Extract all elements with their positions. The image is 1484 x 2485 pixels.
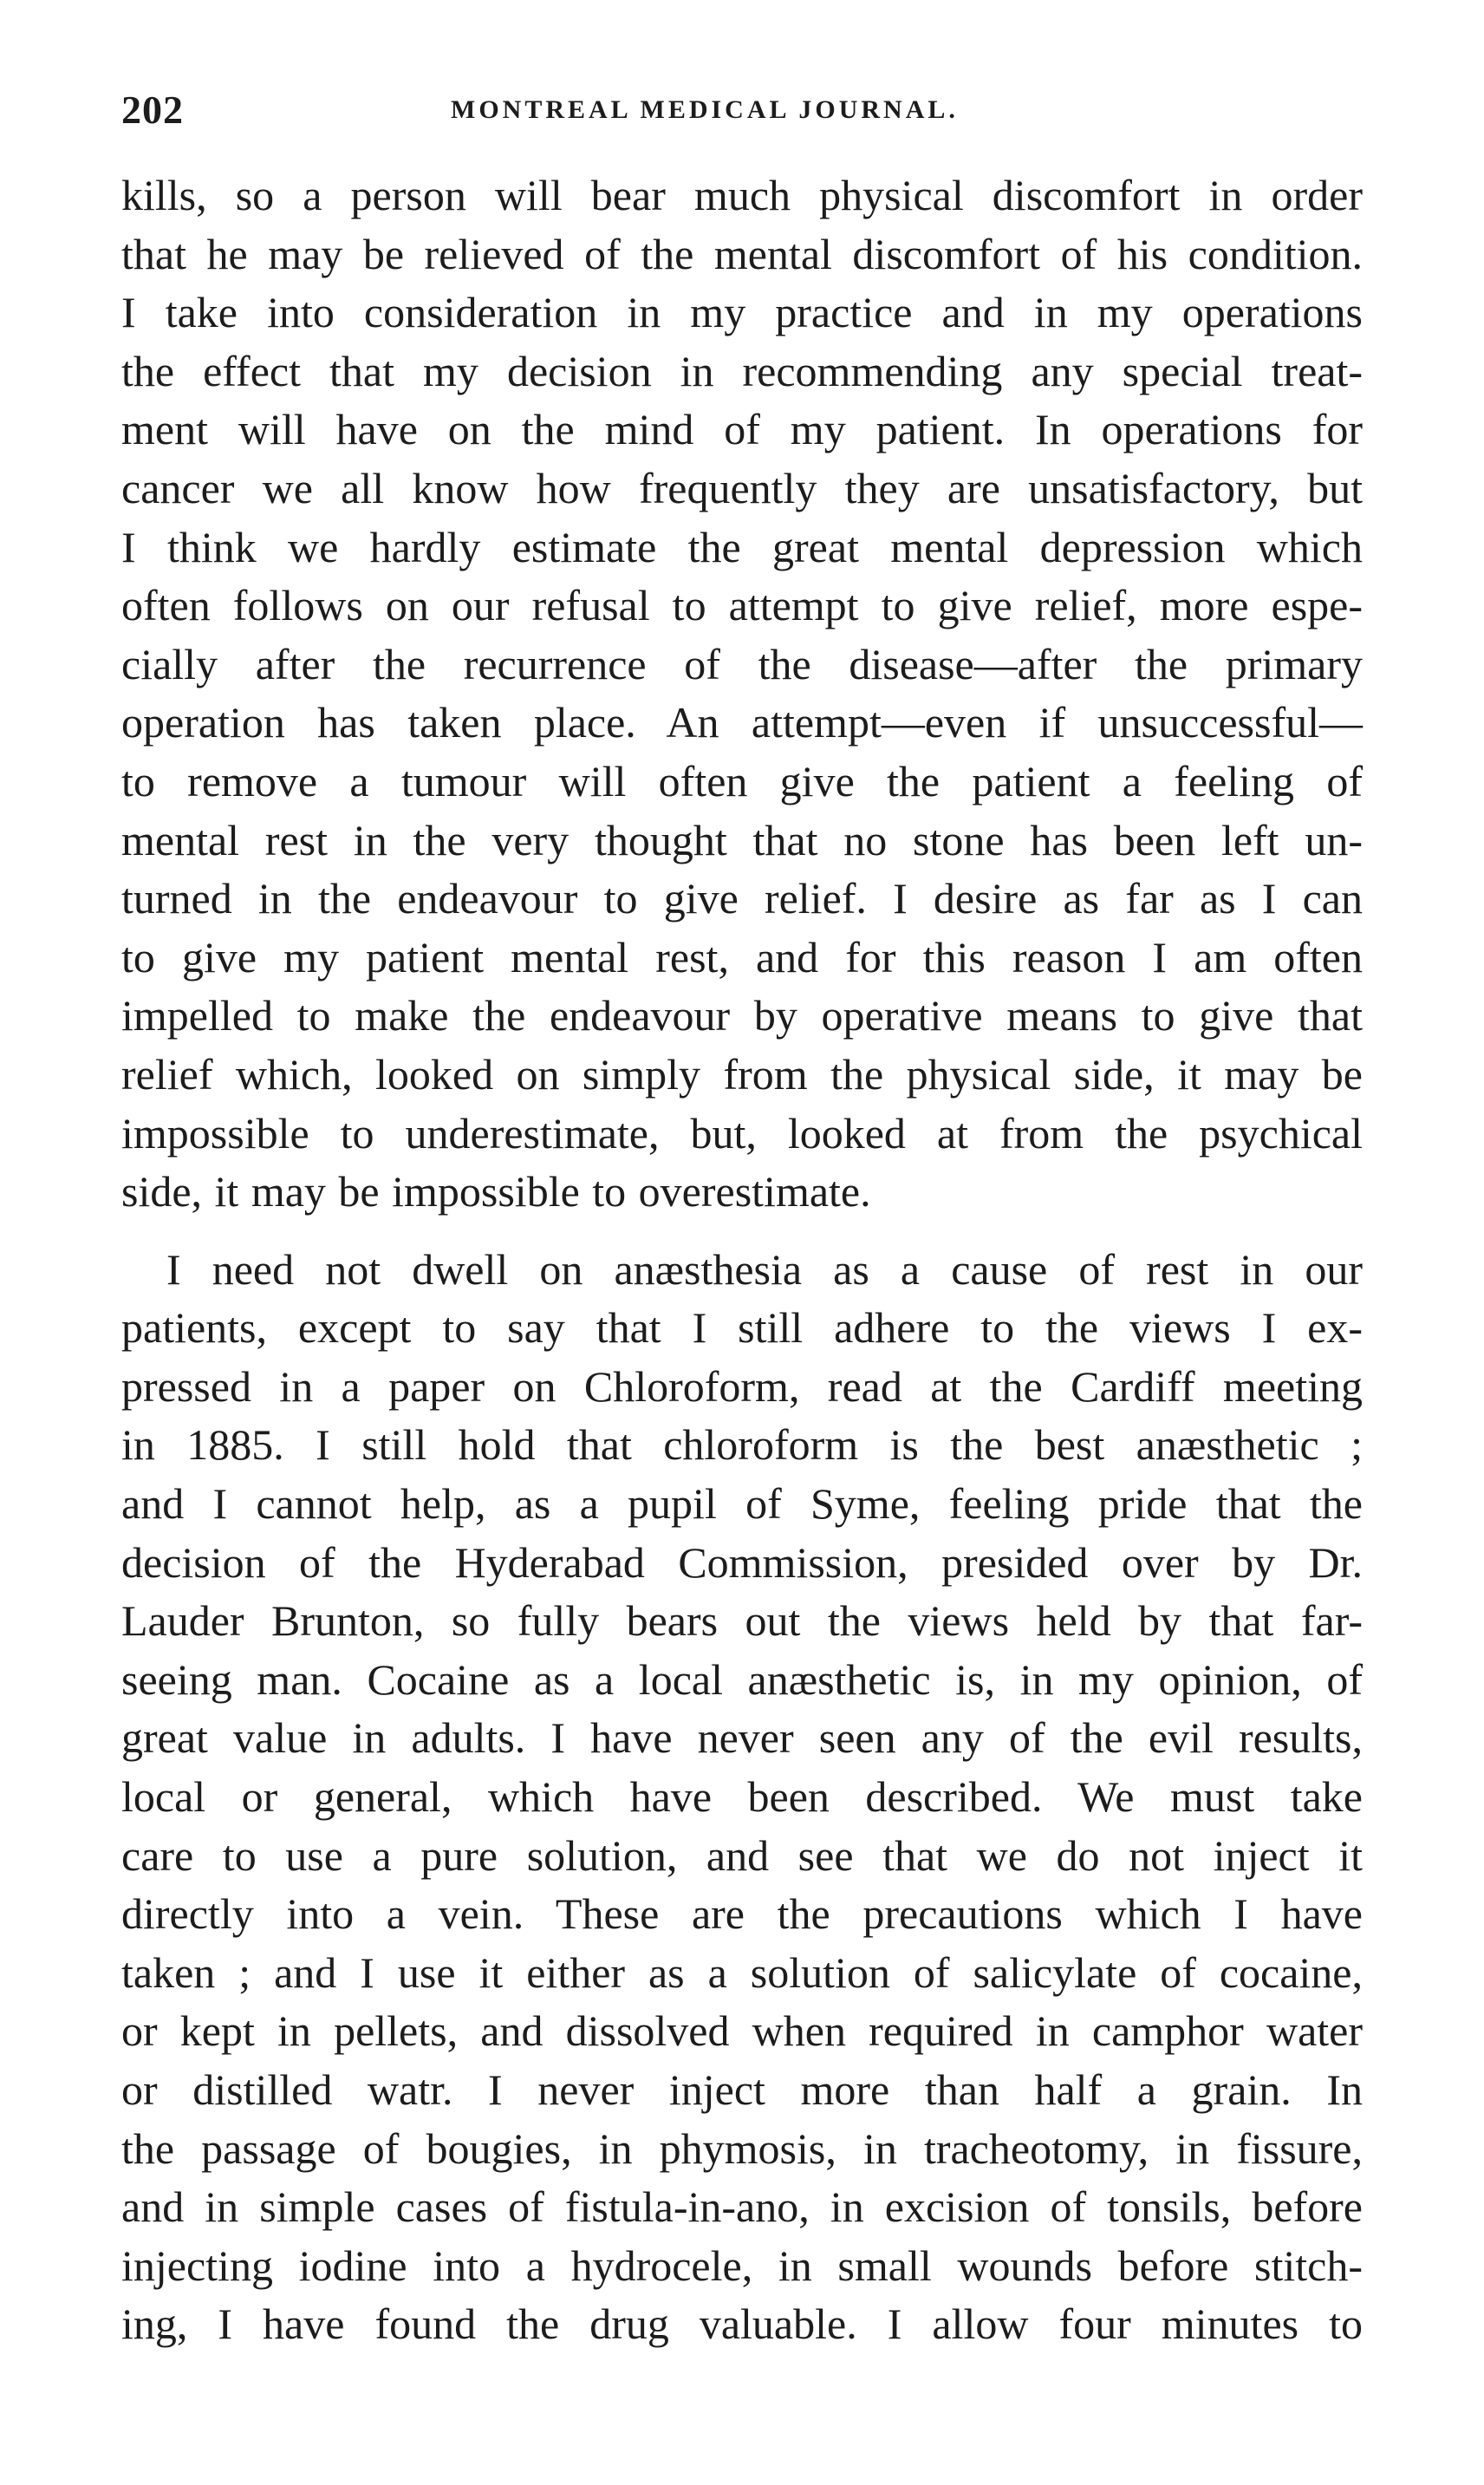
text-line: often follows on our refusal to attempt to give relief, more espe-	[121, 581, 1363, 630]
text-line: operation has taken place. An attempt—even if unsuccessful—	[121, 698, 1363, 747]
text-line: injecting iodine into a hydrocele, in small wounds before stitch-	[121, 2240, 1363, 2290]
text-line: and I cannot help, as a pupil of Syme, feeling pride that the	[121, 1479, 1363, 1529]
text-line: directly into a vein. These are the precautions which I have	[121, 1889, 1363, 1939]
text-line: I need not dwell on anæsthesia as a cause of rest in our	[166, 1244, 1363, 1294]
text-line: Lauder Brunton, so fully bears out the views held by that far-	[121, 1596, 1363, 1646]
text-line: seeing man. Cocaine as a local anæsthetic is, in my opinion, of	[121, 1654, 1363, 1704]
text-line: the effect that my decision in recommending any special treat-	[121, 346, 1363, 395]
text-line: to give my patient mental rest, and for this reason I am often	[121, 932, 1363, 982]
text-line: patients, except to say that I still adhere to the views I ex-	[121, 1303, 1363, 1353]
text-line: cially after the recurrence of the disease—after the primary	[121, 639, 1363, 688]
text-line: to remove a tumour will often give the patient a feeling of	[121, 756, 1363, 806]
text-line: care to use a pure solution, and see that we do not inject it	[121, 1830, 1363, 1880]
text-line: I take into consideration in my practice and in my operations	[121, 288, 1363, 337]
text-line: I think we hardly estimate the great mental depression which	[121, 522, 1363, 571]
running-head	[121, 87, 1363, 147]
paragraph-2	[121, 1241, 1363, 2354]
page-number: 202	[121, 88, 184, 132]
text-line: decision of the Hyderabad Commission, presided over by Dr.	[121, 1537, 1363, 1587]
text-line: and in simple cases of fistula-in-ano, in excision of tonsils, before	[121, 2182, 1363, 2232]
text-line: or distilled watr. I never inject more than half a grain. In	[121, 2065, 1363, 2114]
paragraph-1	[121, 166, 1363, 1222]
text-line: or kept in pellets, and dissolved when required in camphor water	[121, 2006, 1363, 2056]
text-line: impossible to underestimate, but, looked at from the psychical	[121, 1108, 1363, 1158]
text-line: cancer we all know how frequently they are unsatisfactory, but	[121, 463, 1363, 512]
text-line: the passage of bougies, in phymosis, in tracheotomy, in fissure,	[121, 2123, 1363, 2173]
text-line: ing, I have found the drug valuable. I allow four minutes to	[121, 2299, 1363, 2349]
text-line: mental rest in the very thought that no stone has been left un-	[121, 815, 1363, 864]
text-line: great value in adults. I have never seen any of the evil results,	[121, 1713, 1363, 1763]
text-line: in 1885. I still hold that chloroform is the best anæsthetic ;	[121, 1420, 1363, 1470]
paragraph-gap	[121, 1222, 1363, 1241]
text-line: relief which, looked on simply from the physical side, it may be	[121, 1049, 1363, 1099]
text-line: kills, so a person will bear much physical discomfort in order	[121, 171, 1363, 219]
text-line: pressed in a paper on Chloroform, read at the Cardiff meeting	[121, 1361, 1363, 1411]
text-line: turned in the endeavour to give relief. I desire as far as I can	[121, 874, 1363, 923]
journal-title: MONTREAL MEDICAL JOURNAL.	[451, 95, 959, 124]
text-line: that he may be relieved of the mental discomfort of his condition.	[121, 229, 1363, 278]
document-page	[121, 87, 1363, 2428]
text-line: side, it may be impossible to overestimate.	[121, 1167, 871, 1216]
text-line: local or general, which have been described. We must take	[121, 1772, 1363, 1822]
text-line: ment will have on the mind of my patient. In operations for	[121, 405, 1363, 454]
text-line: taken ; and I use it either as a solution of salicylate of cocaine,	[121, 1947, 1363, 1997]
text-line: impelled to make the endeavour by operative means to give that	[121, 991, 1363, 1040]
